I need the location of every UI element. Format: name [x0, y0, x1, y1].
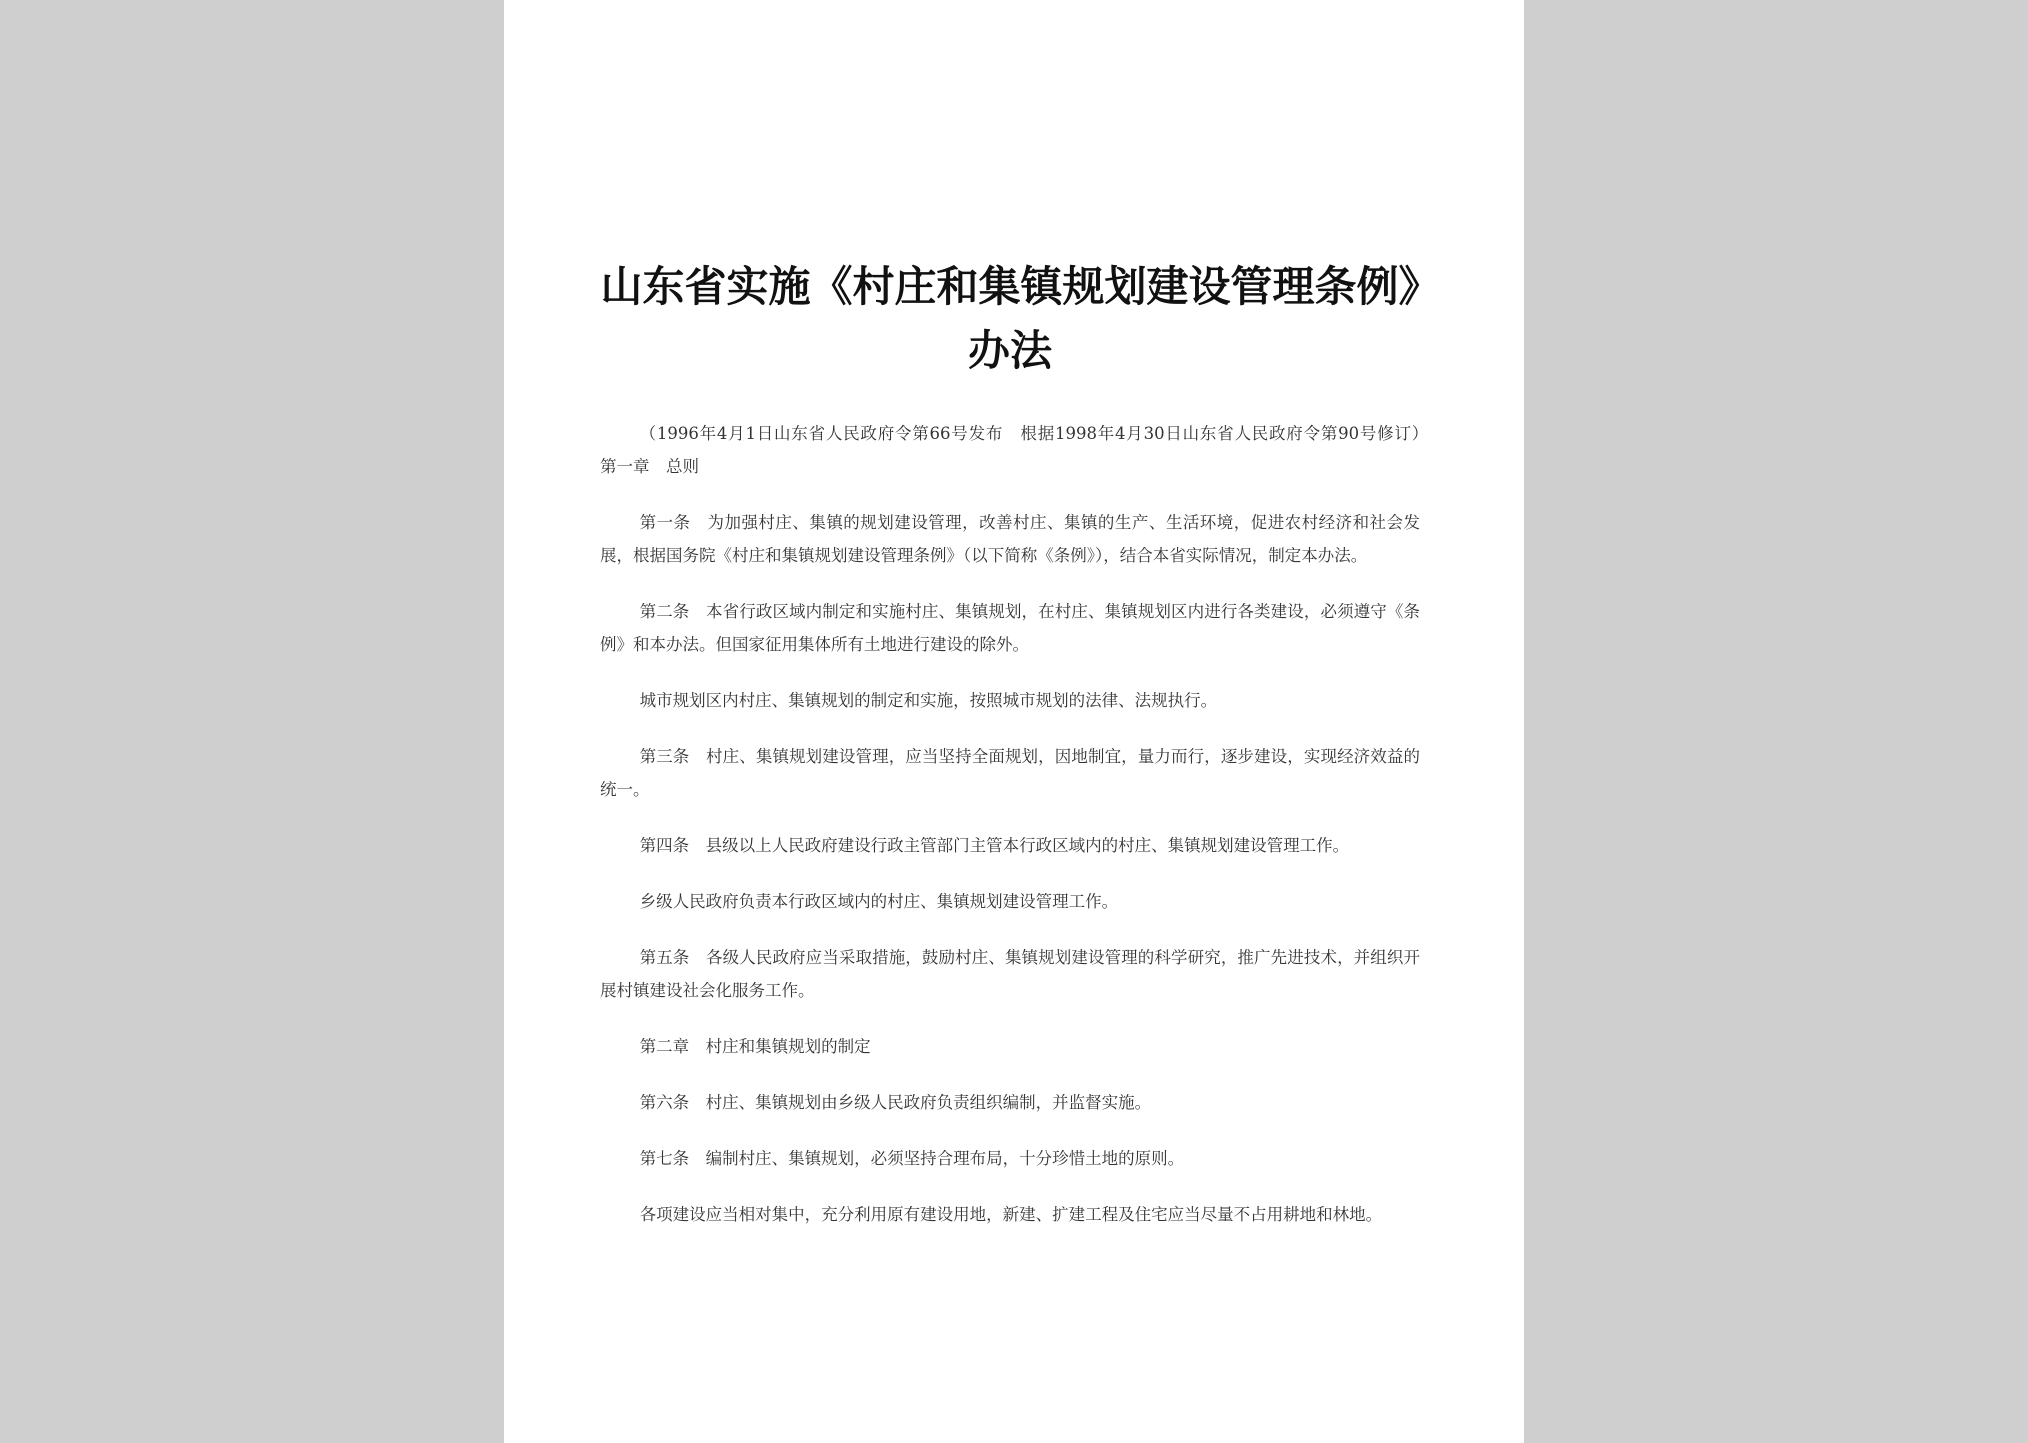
article-7: 第七条 编制村庄、集镇规划，必须坚持合理布局，十分珍惜土地的原则。: [639, 1149, 1185, 1168]
document-title: 山东省实施《村庄和集镇规划建设管理条例》办法: [600, 262, 1420, 375]
article-2: 第二条 本省行政区域内制定和实施村庄、集镇规划，在村庄、集镇规划区内进行各类建设，必须遵守《条例》和本办法。但国家征用集体所有土地进行建设的除外。: [600, 602, 1420, 654]
article-4: 第四条 县级以上人民政府建设行政主管部门主管本行政区域内的村庄、集镇规划建设管理工作。: [639, 836, 1350, 855]
page-content: [600, 255, 1437, 1231]
article-4-clause-2: 乡级人民政府负责本行政区域内的村庄、集镇规划建设管理工作。: [639, 892, 1119, 911]
document-page: [504, 0, 1524, 1443]
article-3: 第三条 村庄、集镇规划建设管理，应当坚持全面规划，因地制宜，量力而行，逐步建设，实现经济效益的统一。: [600, 747, 1420, 799]
article-6: 第六条 村庄、集镇规划由乡级人民政府负责组织编制，并监督实施。: [639, 1093, 1152, 1112]
article-1: 第一条 为加强村庄、集镇的规划建设管理，改善村庄、集镇的生产、生活环境，促进农村经济和社会发展，根据国务院《村庄和集镇规划建设管理条例》（以下简称《条例》），结合本省实际情况，制定本办法。: [600, 513, 1420, 565]
article-5: 第五条 各级人民政府应当采取措施，鼓励村庄、集镇规划建设管理的科学研究，推广先进技术，并组织开展村镇建设社会化服务工作。: [600, 948, 1420, 1000]
article-7-clause-2: 各项建设应当相对集中，充分利用原有建设用地，新建、扩建工程及住宅应当尽量不占用耕地和林地。: [639, 1205, 1383, 1224]
chapter-2-heading: 第二章 村庄和集镇规划的制定: [639, 1037, 871, 1056]
publication-note: （1996年4月1日山东省人民政府令第66号发布 根据1998年4月30日山东省人民政府令第90号修订） 第一章 总则: [600, 424, 1437, 476]
article-2-clause-2: 城市规划区内村庄、集镇规划的制定和实施，按照城市规划的法律、法规执行。: [639, 691, 1218, 710]
